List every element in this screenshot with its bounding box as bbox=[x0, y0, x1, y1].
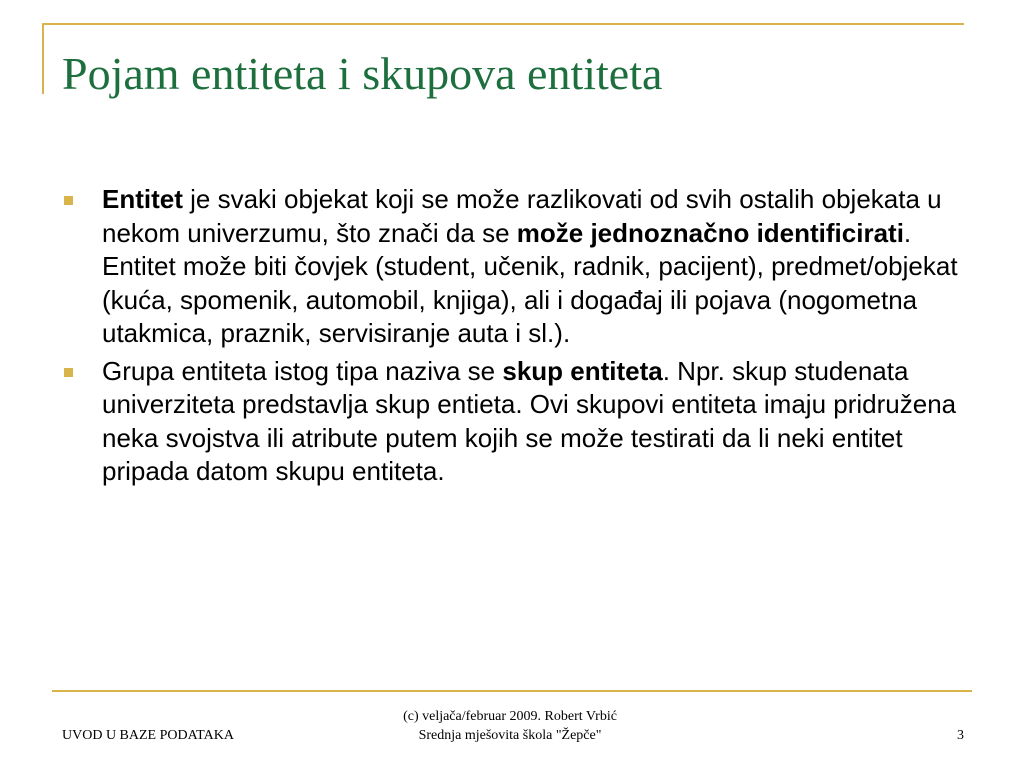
square-bullet-icon bbox=[64, 196, 73, 205]
bullet-text bbox=[102, 356, 956, 487]
bullet-item bbox=[62, 355, 967, 489]
term-skup-entiteta: skup entiteta bbox=[502, 355, 663, 386]
bullet-item bbox=[62, 183, 967, 351]
footer-copyright: (c) veljača/februar 2009. Robert Vrbić bbox=[403, 709, 617, 724]
text-segment: je svaki objekat koji se može razlikovati od svih ostalih objekata u nekom univerzumu, što znači da se bbox=[102, 184, 942, 248]
footer-credits bbox=[360, 707, 660, 745]
bullet-text bbox=[102, 184, 958, 348]
text-segment: Grupa entiteta istog tipa naziva se bbox=[102, 355, 503, 386]
footer-course-title: UVOD U BAZE PODATAKA bbox=[62, 728, 234, 743]
square-bullet-icon bbox=[64, 368, 73, 377]
bullet-list bbox=[62, 183, 967, 493]
slide-title: Pojam entiteta i skupova entiteta bbox=[62, 48, 663, 99]
frame-left-rule bbox=[42, 23, 44, 94]
term-identificirati: može jednoznačno identificirati bbox=[516, 217, 904, 248]
frame-top-rule bbox=[42, 23, 964, 25]
text-segment: . Entitet može biti čovjek (student, učenik, radnik, pacijent), predmet/objekat (kuća, spomenik, automobil, knjiga), ali i događaj ili pojava (nogometna utakmica, praznik, servisiranje auta i sl.). bbox=[102, 217, 958, 348]
page-number: 3 bbox=[957, 728, 964, 743]
text-segment: . Npr. skup studenata univerziteta predstavlja skup entieta. Ovi skupovi entiteta imaju pridružena neka svojstva ili atribute putem kojih se može testirati da li neki entitet pripada datom skupu entiteta. bbox=[102, 355, 957, 486]
footer-rule bbox=[52, 690, 972, 692]
term-entitet: Entitet bbox=[102, 184, 183, 214]
footer-school: Srednja mješovita škola "Žepče" bbox=[418, 728, 602, 743]
